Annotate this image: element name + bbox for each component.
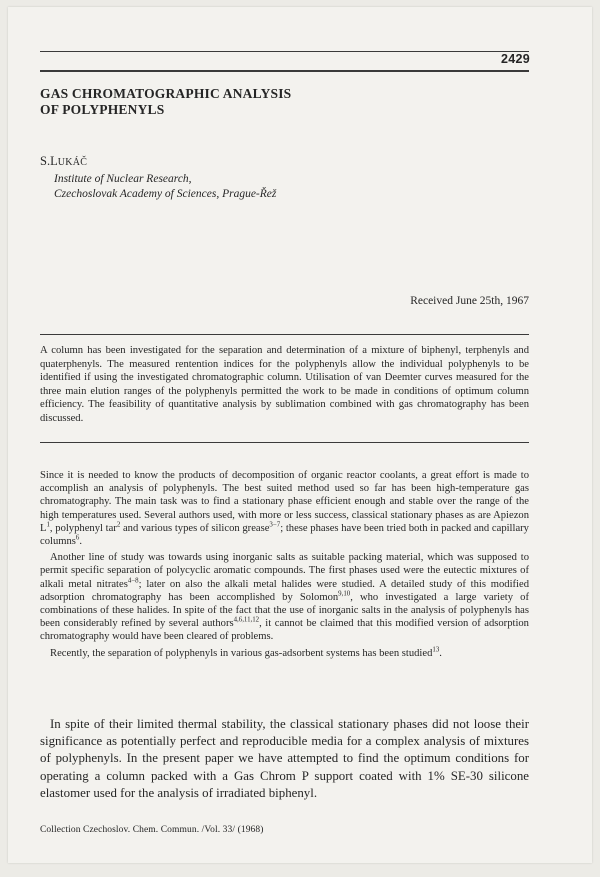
- paragraph-1: Since it is needed to know the products of decomposition of organic reactor coolants, a great effort is made to accomplish an analysis of polyphenyls. The best suited method used so far has been high-temperature gas chromatography. The main task was to find a stationary phase efficient enough and stable over the range of the high temperatures used. Several authors used, with more or less success, classical stationary phases as are Apiezon $L^1$, polyphenyl tar$^2$ and various types of silicon grease$^{3-7}$; these phases have been tried both in packed and capillary columns$^6$.: [40, 470, 529, 548]
- journal-citation: Collection Czechoslov. Chem. Commun. /Vol. 33/ (1968): [40, 825, 264, 835]
- page-number: 2429: [500, 52, 530, 66]
- body-text-large: [40, 716, 529, 802]
- reference: 1: [46, 521, 50, 529]
- abstract: A column has been investigated for the separation and determination of a mixture of biphenyl, terphenyls and quaterphenyls. The measured rentention indices for the polyphenyls allow the individual polyphenyls to be identified if using the investigated chromatographic column. Utilisation of van Deemter curves measured for the three main elution ranges of the polyphenyls permitted the work to be made in conditions of optimum column efficiency. The feasibility of quantitative analysis by sublimation combined with gas chromatography has been discussed.: [40, 345, 529, 424]
- body-text-small: [40, 469, 529, 660]
- reference: 13: [432, 646, 440, 654]
- affiliation-line-1: Institute of Nuclear Research,: [54, 173, 192, 185]
- title-line-1: GAS CHROMATOGRAPHIC ANALYSIS: [40, 86, 292, 101]
- journal-page: [8, 7, 592, 863]
- reference: 2: [116, 521, 121, 529]
- reference: 9,10: [338, 590, 351, 598]
- paragraph-4: In spite of their limited thermal stability, the classical stationary phases did not loose their significance as potentially perfect and reproducible media for a complex analysis of mixtures of polyphenyls. In the present paper we have attempted to find the optimum conditions for operating a column packed with a Gas Chrom P support coated with 1% SE-30 silicone elastomer used for the analysis of irradiated biphenyl.: [40, 717, 529, 800]
- reference: 4−8: [127, 577, 139, 585]
- article-title: [40, 86, 291, 118]
- paragraph-3: Recently, the separation of polyphenyls in various gas-adsorbent systems has been studied$^{13}$.: [50, 646, 442, 659]
- title-line-2: OF POLYPHENYLS: [40, 102, 165, 117]
- abstract-bottom-rule: [40, 442, 529, 443]
- reference: 6: [75, 534, 80, 542]
- affiliation-line-2: Czechoslovak Academy of Sciences, Prague-Řež: [54, 188, 277, 200]
- header-bottom-rule: [40, 70, 529, 72]
- abstract-top-rule: [40, 334, 529, 335]
- received-date: Received June 25th, 1967: [410, 295, 529, 307]
- author-name: [40, 154, 87, 169]
- author-surname: UKÁČ: [57, 157, 88, 168]
- reference: 4,6,11,12: [233, 616, 260, 624]
- author-initial: S.L: [40, 154, 58, 168]
- paragraph-2: Another line of study was towards using inorganic salts as suitable packing material, which was supposed to permit specific separation of polycyclic aromatic compounds. The first phases used were the eutectic mixtures of alkali metal nitrates$^{4-8}$; later on also the alkali metal halides were studied. A detailed study of this modified adsorption chromatography has been accomplished by Solomon$^{9,10}$, who investigated a large variety of combinations of these halides. In spite of the fact that the use of inorganic salts in the analysis of polyphenyls has been considerably refined by several authors$^{4,6,11,12}$, it cannot be claimed that this modified version of adsorption chromatography would have been cleared of problems.: [40, 552, 529, 643]
- affiliation: [54, 172, 276, 202]
- reference: 3−7: [269, 521, 281, 529]
- header-top-rule: [40, 51, 529, 52]
